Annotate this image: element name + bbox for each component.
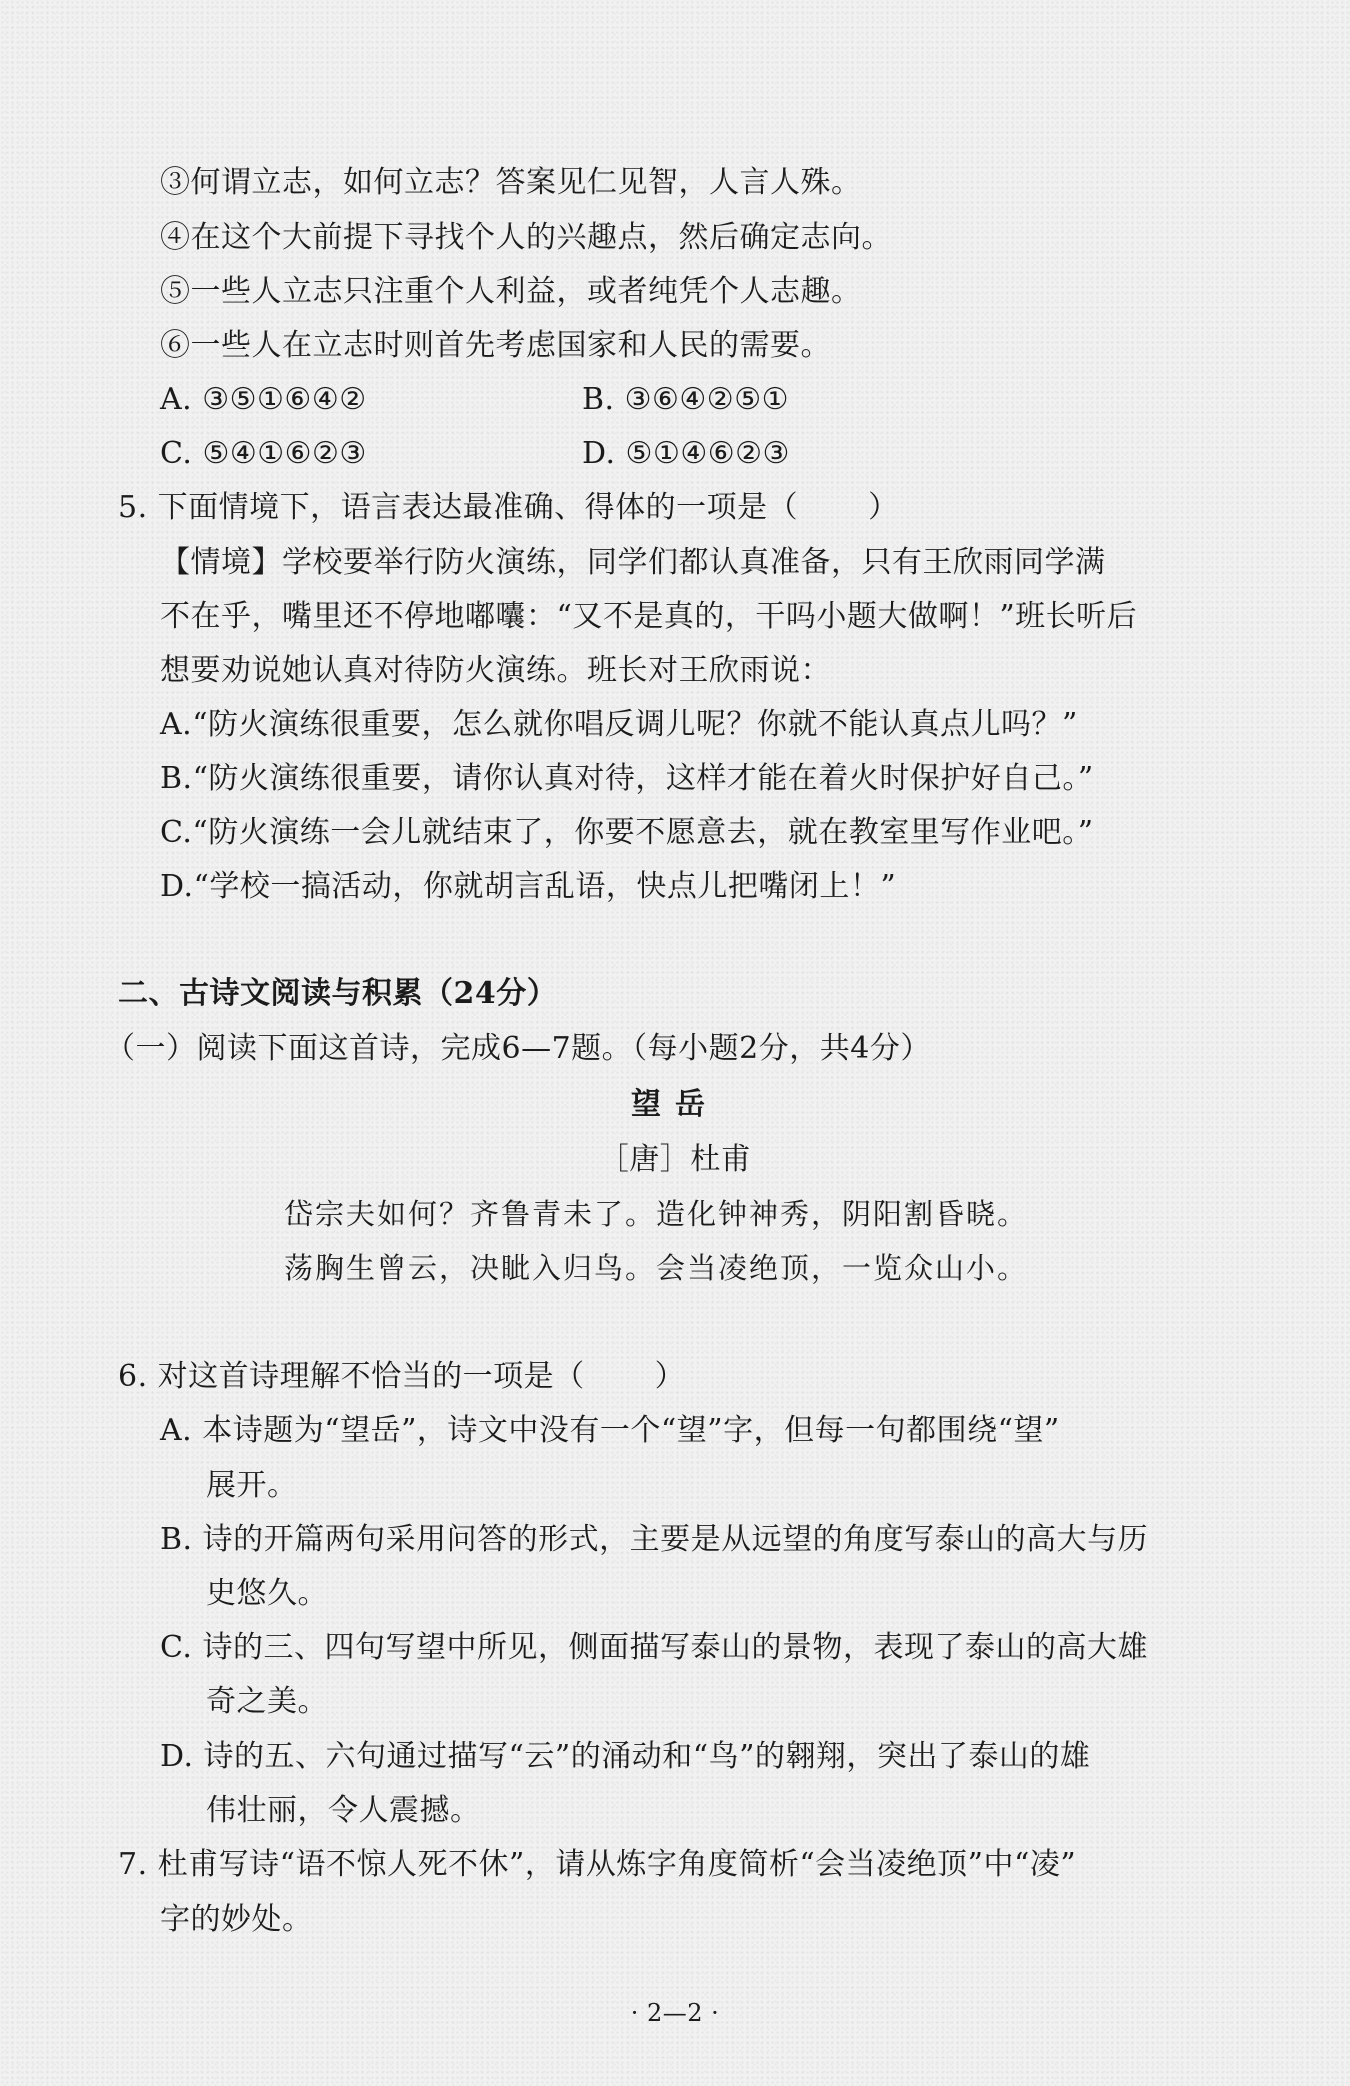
- q6-option-c-line-2: 奇之美。: [206, 1684, 328, 1719]
- q4-item-6: ⑥一些人在立志时则首先考虑国家和人民的需要。: [160, 328, 831, 363]
- q4-item-4: ④在这个大前提下寻找个人的兴趣点，然后确定志向。: [160, 220, 892, 255]
- q6-option-b-line-1: B. 诗的开篇两句采用问答的形式，主要是从远望的角度写泰山的高大与历: [160, 1522, 1149, 1557]
- q4-option-a: A. ③⑤①⑥④②: [160, 382, 367, 417]
- q6-option-a-line-1: A. 本诗题为“望岳”，诗文中没有一个“望”字，但每一句都围绕“望”: [160, 1413, 1060, 1448]
- q5-option-b: B.“防火演练很重要，请你认真对待，这样才能在着火时保护好自己。”: [160, 761, 1094, 796]
- q6-stem-close: ）: [654, 1359, 686, 1394]
- q4-option-c: C. ⑤④①⑥②③: [160, 436, 367, 471]
- poem-line-1: 岱宗夫如何？齐鲁青未了。造化钟神秀，阴阳割昏晓。: [284, 1197, 1029, 1231]
- q5-stem: [118, 488, 899, 528]
- section-2-heading: 二、古诗文阅读与积累（24分）: [118, 976, 558, 1011]
- q6-option-a-line-2: 展开。: [206, 1468, 298, 1503]
- q7-stem-line-2: 字的妙处。: [160, 1902, 313, 1937]
- q6-option-c-line-1: C. 诗的三、四句写望中所见，侧面描写泰山的景物，表现了泰山的高大雄: [160, 1630, 1148, 1665]
- q4-option-b: B. ③⑥④②⑤①: [582, 382, 789, 417]
- q5-scenario-line-2: 不在乎，嘴里还不停地嘟囔：“又不是真的，干吗小题大做啊！”班长听后: [160, 599, 1138, 634]
- q5-scenario-line-3: 想要劝说她认真对待防火演练。班长对王欣雨说：: [160, 653, 831, 688]
- q5-option-a: A.“防火演练很重要，怎么就你唱反调儿呢？你就不能认真点儿吗？”: [160, 707, 1078, 742]
- q4-item-3: ③何谓立志，如何立志？答案见仁见智，人言人殊。: [160, 165, 862, 200]
- poem-author: ［唐］杜甫: [598, 1142, 752, 1177]
- q7-stem-line-1: 7. 杜甫写诗“语不惊人死不休”，请从炼字角度简析“会当凌绝顶”中“凌”: [118, 1847, 1077, 1882]
- q5-scenario-line-1: 【情境】学校要举行防火演练，同学们都认真准备，只有王欣雨同学满: [160, 545, 1106, 580]
- q4-option-d: D. ⑤①④⑥②③: [582, 436, 790, 471]
- q4-item-5: ⑤一些人立志只注重个人利益，或者纯凭个人志趣。: [160, 274, 862, 309]
- q5-option-c: C.“防火演练一会儿就结束了，你要不愿意去，就在教室里写作业吧。”: [160, 815, 1094, 850]
- q5-option-d: D.“学校一搞活动，你就胡言乱语，快点儿把嘴闭上！”: [160, 869, 897, 904]
- q6-option-b-line-2: 史悠久。: [206, 1576, 328, 1611]
- q5-stem-close: ）: [868, 490, 899, 525]
- q6-option-d-line-1: D. 诗的五、六句通过描写“云”的涌动和“鸟”的翱翔，突出了泰山的雄: [160, 1739, 1091, 1774]
- q6-option-d-line-2: 伟壮丽，令人震撼。: [206, 1793, 481, 1828]
- q6-stem: [118, 1357, 685, 1397]
- poem-line-2: 荡胸生曾云，决眦入归鸟。会当凌绝顶，一览众山小。: [284, 1251, 1029, 1285]
- q6-stem-text: 6. 对这首诗理解不恰当的一项是（: [118, 1359, 585, 1394]
- poem-title: 望岳: [631, 1087, 719, 1122]
- q5-stem-text: 5. 下面情境下，语言表达最准确、得体的一项是（: [118, 490, 799, 525]
- section-2-subheading: （一）阅读下面这首诗，完成6—7题。（每小题2分，共4分）: [105, 1031, 931, 1066]
- page-number: · 2—2 ·: [630, 1999, 720, 2027]
